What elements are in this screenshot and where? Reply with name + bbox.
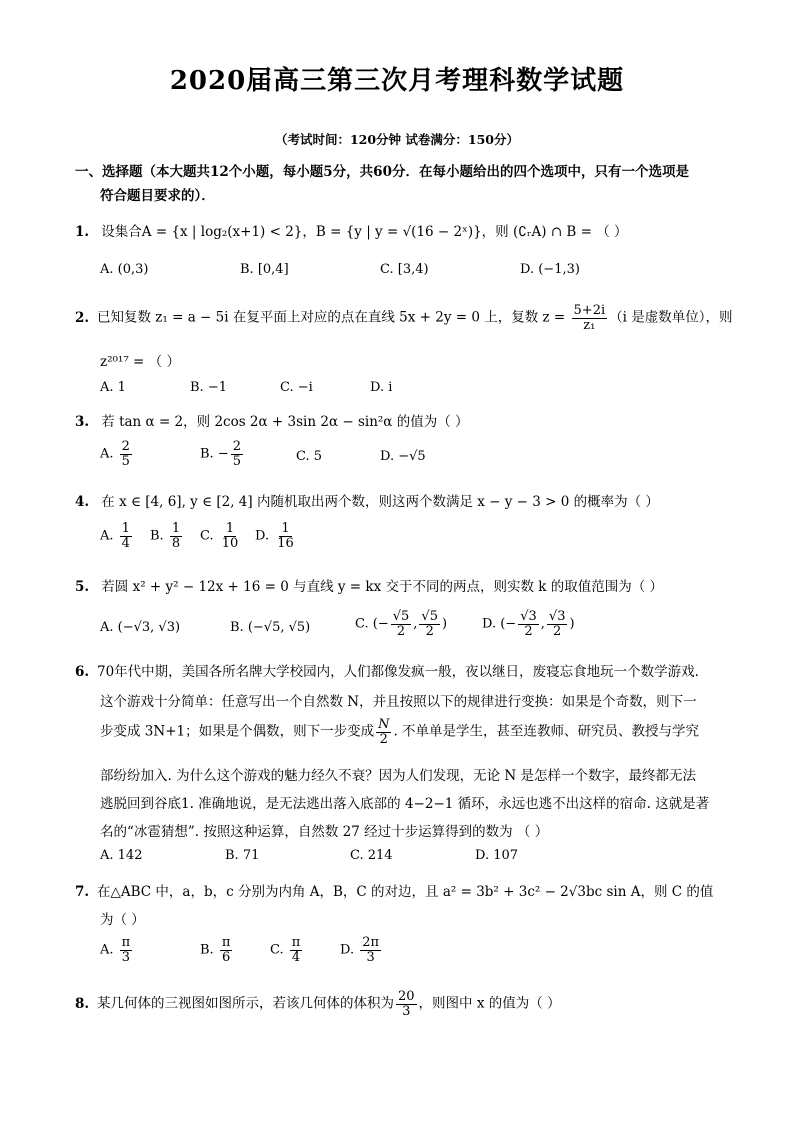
- section-heading-cont: 符合题目要求的）．: [100, 188, 215, 204]
- fraction: [220, 936, 233, 964]
- fraction: [290, 936, 303, 964]
- fraction: [220, 522, 241, 550]
- fraction-numerator: π: [121, 935, 131, 950]
- fraction-numerator: 1: [171, 521, 181, 536]
- option-a: A. 1: [100, 380, 126, 395]
- option-b: B. −1: [190, 380, 227, 395]
- fraction-numerator: 5+2i: [573, 303, 606, 318]
- section-heading: 一、选择题（本大题共12个小题，每小题5分，共60分．在每小题给出的四个选项中，只有一个选项是: [75, 164, 689, 180]
- option-c: C. (− $\frac{√5}{2}$ , $\frac{√5}{2}$ ): [355, 609, 448, 639]
- exam-meta: （考试时间：120分钟 试卷满分：150分）: [274, 132, 520, 147]
- question-text: 若圆 x² + y² − 12x + 16 = 0 与直线 y = kx 交于不同的两点，则实数 k 的取值范围为（ ）: [101, 579, 664, 595]
- fraction-numerator: 1: [121, 521, 130, 536]
- fraction-denominator: 4: [291, 949, 301, 965]
- question-text-line: 部纷纷加入. 为什么这个游戏的魅力经久不衰？因为人们发现，无论 N 是怎样一个数字，最终都无法: [100, 768, 696, 784]
- fraction: [391, 610, 412, 638]
- question-text-line: [100, 718, 699, 746]
- question-number: 7.: [75, 884, 90, 900]
- option-c: C. 214: [350, 848, 393, 863]
- option-label: A.: [100, 446, 114, 462]
- fraction-numerator: π: [221, 935, 231, 950]
- fraction-denominator: 2: [553, 623, 562, 639]
- fraction-denominator: 16: [277, 535, 294, 551]
- option-label: C.: [270, 942, 284, 958]
- option-a: A. (−√3, √3): [100, 620, 181, 635]
- option-a: [100, 440, 134, 468]
- fraction-numerator: √5: [392, 609, 410, 624]
- fraction: [231, 440, 243, 468]
- line-part: . 不单单是学生，甚至连教师、研究员、教授与学究: [393, 723, 700, 740]
- fraction-denominator: 3: [366, 949, 375, 965]
- question-2: [75, 304, 732, 332]
- fraction-numerator: 2: [232, 439, 241, 454]
- question-text: 在△ABC 中，a，b，c 分别为内角 A，B，C 的对边，且 a² = 3b² + 3c² − 2√3bc sin A，则 C 的值: [97, 884, 714, 900]
- option-b: B. [0,4]: [240, 262, 289, 277]
- question-text: 在 x ∈ [4, 6], y ∈ [2, 4] 内随机取出两个数，则这两个数满足 x − y − 3 > 0 的概率为（ ）: [101, 494, 659, 510]
- option-label: C.: [200, 528, 214, 544]
- option-a: [100, 522, 134, 550]
- fraction-numerator: √5: [421, 609, 438, 624]
- fraction: [120, 440, 132, 468]
- option-label: C. (−: [355, 616, 389, 632]
- option-b: [200, 936, 234, 964]
- question-number: 6.: [75, 664, 90, 680]
- question-text: 某几何体的三视图如图所示，若该几何体的体积为: [97, 995, 394, 1012]
- question-text-line: 名的“冰雹猜想”. 按照这种运算，自然数 27 经过十步运算得到的数为 （ ）: [100, 824, 549, 840]
- fraction-denominator: 2: [425, 623, 434, 639]
- question-3: [75, 410, 469, 430]
- fraction: [572, 304, 608, 332]
- fraction: [396, 990, 417, 1018]
- option-c: C. 5: [296, 449, 323, 464]
- fraction: [376, 718, 391, 746]
- fraction-denominator: 5: [121, 453, 130, 469]
- fraction: [360, 936, 381, 964]
- fraction-numerator: π: [291, 935, 301, 950]
- option-b: B. 71: [225, 848, 260, 863]
- fraction-numerator: 2π: [362, 935, 380, 950]
- fraction: [120, 936, 133, 964]
- option-c: C. [3,4): [380, 262, 429, 277]
- fraction-denominator: 2: [379, 731, 388, 747]
- fraction-numerator: 2: [121, 439, 130, 454]
- fraction-denominator: 5: [232, 453, 241, 469]
- question-number: 5.: [75, 579, 90, 595]
- fraction-numerator: 1: [225, 521, 235, 536]
- fraction-numerator: 1: [281, 521, 290, 536]
- question-4: [75, 490, 659, 510]
- question-text: 已知复数 z₁ = a − 5i 在复平面上对应的点在直线 5x + 2y = 0 上，复数 z =: [97, 309, 570, 326]
- fraction-denominator: 2: [396, 623, 406, 639]
- fraction-denominator: 10: [221, 535, 239, 551]
- fraction-denominator: 6: [221, 949, 231, 965]
- question-2-cont: z²⁰¹⁷ = （ ）: [100, 354, 180, 370]
- question-1: [75, 220, 628, 240]
- option-d: [255, 522, 298, 550]
- option-d: [340, 936, 383, 964]
- fraction: [419, 610, 440, 638]
- question-5: [75, 575, 663, 595]
- question-text-line: 70年代中期，美国各所名牌大学校园内，人们都像发疯一般，夜以继日，废寝忘食地玩一个数学游戏.: [97, 664, 699, 680]
- fraction-denominator: 8: [171, 535, 181, 551]
- fraction: [275, 522, 296, 550]
- fraction-numerator: √3: [548, 609, 566, 624]
- fraction-denominator: 2: [524, 623, 533, 639]
- option-label: A.: [100, 528, 114, 544]
- question-text-after: ，则图中 x 的值为（ ）: [418, 995, 561, 1012]
- question-text-after: （i 是虚数单位），则: [609, 309, 733, 326]
- option-b: [200, 440, 245, 468]
- option-a: A. 142: [100, 848, 143, 863]
- option-d: D. 107: [475, 848, 519, 863]
- question-7-cont: 为（ ）: [100, 912, 145, 928]
- option-label: B. −: [200, 446, 229, 462]
- option-label: D.: [255, 528, 270, 544]
- page-title: 2020届高三第三次月考理科数学试题: [169, 66, 625, 96]
- option-d: D. i: [370, 380, 393, 395]
- question-number: 1.: [75, 224, 90, 240]
- question-text-line: 这个游戏十分简单：任意写出一个自然数 N，并且按照以下的规律进行变换：如果是个奇数，则下一: [100, 694, 697, 710]
- fraction-denominator: z₁: [583, 317, 596, 333]
- option-d: D. (− $\frac{√3}{2}$ , $\frac{√3}{2}$ ): [482, 609, 575, 639]
- option-b: [150, 522, 184, 550]
- option-label: B.: [150, 528, 164, 544]
- option-b: B. (−√5, √5): [230, 620, 311, 635]
- question-number: 2.: [75, 309, 90, 326]
- option-a: A. (0,3): [100, 262, 149, 277]
- question-6: [75, 660, 699, 680]
- option-a: [100, 936, 134, 964]
- option-label: B.: [200, 942, 214, 958]
- fraction-denominator: 4: [121, 535, 130, 551]
- option-c: [270, 936, 304, 964]
- question-number: 3.: [75, 414, 90, 430]
- option-c: [200, 522, 242, 550]
- question-text-line: 逃脱回到谷底1. 准确地说，是无法逃出落入底部的 4−2−1 循环，永远也逃不出这样的宿命. 这就是著: [100, 796, 710, 812]
- line-part: 步变成 3N+1；如果是个偶数，则下一步变成: [100, 723, 375, 740]
- option-c: C. −i: [280, 380, 313, 395]
- fraction: [518, 610, 539, 638]
- fraction-denominator: 3: [402, 1003, 411, 1019]
- option-d: D. (−1,3): [520, 262, 580, 277]
- fraction: [547, 610, 568, 638]
- option-label: D.: [340, 942, 355, 958]
- option-label: D. (−: [482, 616, 517, 632]
- fraction-numerator: √3: [520, 609, 537, 624]
- question-8: [75, 990, 561, 1018]
- question-7: [75, 880, 713, 900]
- fraction: [120, 522, 132, 550]
- question-text: 设集合A = {x | log₂(x+1) < 2}，B = {y | y = √(16 − 2ˣ)}，则 (∁ᵣA) ∩ B = （ ）: [101, 224, 628, 240]
- option-d: D. −√5: [380, 449, 426, 464]
- option-label: A.: [100, 942, 114, 958]
- fraction: [170, 522, 182, 550]
- question-number: 8.: [75, 995, 90, 1012]
- question-number: 4.: [75, 494, 90, 510]
- fraction-numerator: 20: [398, 989, 415, 1004]
- fraction-numerator: N: [378, 717, 390, 732]
- fraction-denominator: 3: [121, 949, 131, 965]
- question-text: 若 tan α = 2，则 2cos 2α + 3sin 2α − sin²α 的值为（ ）: [101, 414, 469, 430]
